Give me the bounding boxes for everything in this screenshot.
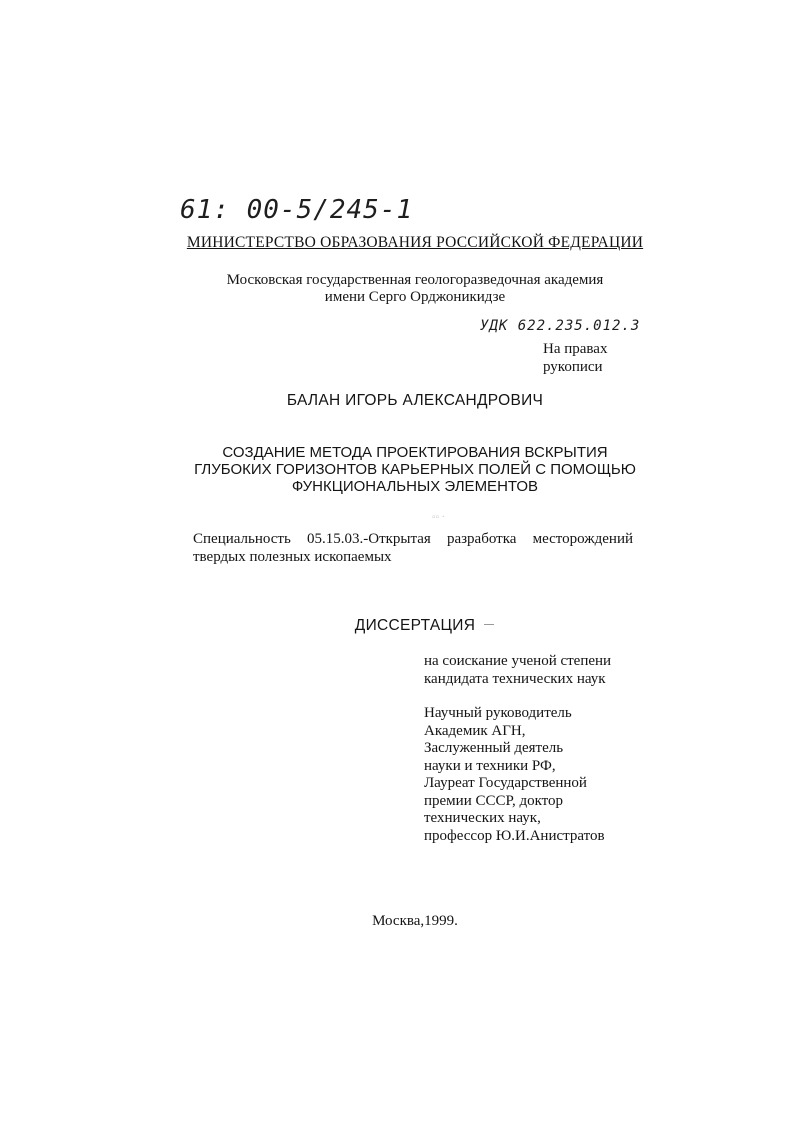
- specialty-line-2: твердых полезных ископаемых: [193, 549, 392, 565]
- document-type: ДИССЕРТАЦИЯ: [354, 617, 476, 634]
- city-year: Москва,1999.: [372, 913, 458, 929]
- specialty-word-4: месторождений: [532, 531, 633, 547]
- degree-line-1: на соискание ученой степени: [424, 653, 612, 669]
- specialty-word-2: 05.15.03.-Открытая: [307, 531, 431, 547]
- archive-number-text: 61: 00-5/245-1: [180, 195, 414, 225]
- advisor-line: Научный руководитель: [424, 705, 572, 721]
- archive-number-handwritten: [176, 190, 414, 230]
- scan-mark: [484, 624, 494, 625]
- academy-line-2: имени Серго Орджоникидзе: [324, 289, 506, 305]
- specialty-word-3: разработка: [446, 531, 517, 547]
- advisor-line: профессор Ю.И.Анистратов: [424, 827, 605, 844]
- title-line-2: ГЛУБОКИХ ГОРИЗОНТОВ КАРЬЕРНЫХ ПОЛЕЙ С ПОМОЩЬЮ: [194, 461, 636, 478]
- ministry-name: МИНИСТЕРСТВО ОБРАЗОВАНИЯ РОССИЙСКОЙ ФЕДЕРАЦИИ: [186, 234, 644, 251]
- advisor-line: технических наук,: [424, 810, 541, 826]
- rights-line-1: На правах: [543, 341, 608, 357]
- specialty-line-1: [193, 530, 633, 548]
- specialty-word-1: Специальность: [193, 531, 291, 547]
- dissertation-title: [150, 444, 680, 495]
- degree-line-2: кандидата технических наук: [424, 671, 606, 687]
- advisor-block: [424, 705, 605, 845]
- advisor-line: Лауреат Государственной: [424, 775, 587, 791]
- rights-note: [543, 340, 607, 376]
- advisor-line: Академик АГН,: [424, 722, 526, 739]
- scan-smudge: ▫▫ ·: [432, 512, 445, 523]
- author-name: БАЛАН ИГОРЬ АЛЕКСАНДРОВИЧ: [286, 392, 544, 409]
- advisor-line: премии СССР, доктор: [424, 792, 564, 809]
- specialty-block: [193, 530, 633, 566]
- title-line-1: СОЗДАНИЕ МЕТОДА ПРОЕКТИРОВАНИЯ ВСКРЫТИЯ: [222, 444, 608, 461]
- advisor-line: Заслуженный деятель: [424, 740, 564, 756]
- advisor-line: науки и техники РФ,: [424, 757, 556, 774]
- title-line-3: ФУНКЦИОНАЛЬНЫХ ЭЛЕМЕНТОВ: [291, 478, 539, 495]
- academy-line-1: Московская государственная геологоразведочная академия: [226, 272, 604, 288]
- rights-line-2: рукописи: [543, 359, 603, 375]
- academy-name: [150, 272, 680, 306]
- degree-block: [424, 652, 611, 688]
- udk-code-handwritten: УДК 622.235.012.3: [480, 318, 641, 334]
